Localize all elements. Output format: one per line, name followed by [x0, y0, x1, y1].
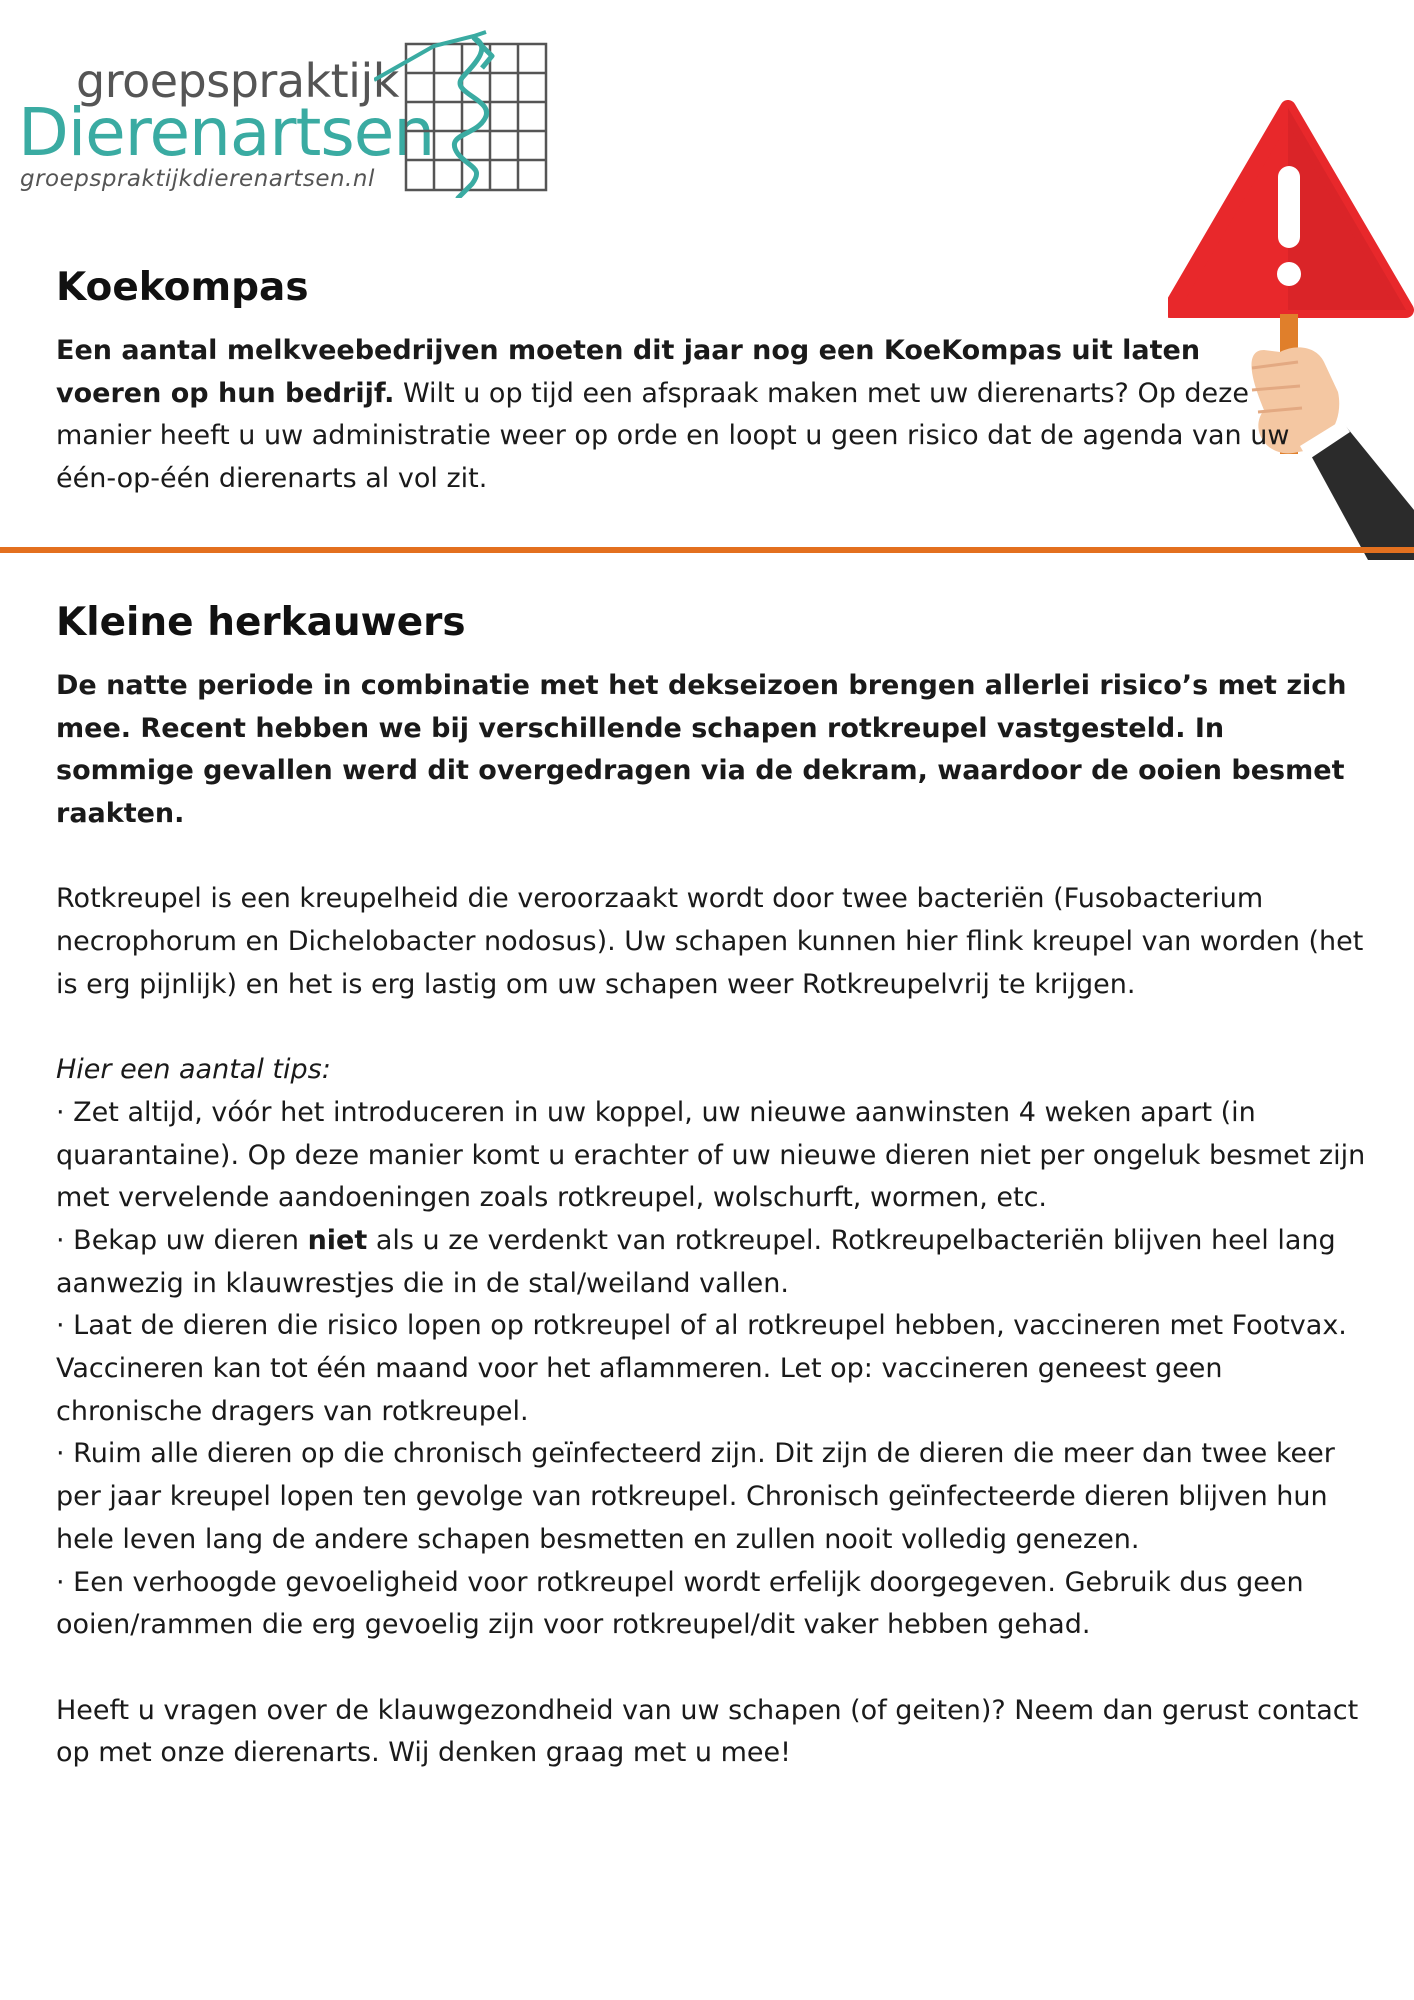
company-logo [18, 28, 538, 208]
closing-text: Heeft u vragen over de klauwgezondheid van uw schapen (of geiten)? Neem dan gerust contact op met onze dierenarts. Wij denken graag met u mee! [56, 1694, 1359, 1769]
kleine-lead: De natte periode in combinatie met het dekseizoen brengen allerlei risico’s met zich mee. Recent hebben we bij verschillende schapen rotkreupel vastgesteld. In sommige gevallen werd dit overgedragen via de dekram, waardoor de ooien besmet raakten. [56, 669, 1347, 829]
section-divider [0, 547, 1414, 553]
tip-bekap-bold: niet [307, 1224, 368, 1256]
kleine-title: Kleine herkauwers [56, 600, 466, 645]
tip-vaccineren: · Laat de dieren die risico lopen op rotkreupel of al rotkreupel hebben, vaccineren met Footvax. Vaccineren kan tot één maand voor het aflammeren. Let op: vaccineren geneest geen chronische dragers van rotkreupel. [56, 1310, 1347, 1427]
grid-snake-logo-icon [374, 28, 554, 198]
logo-url: groepspraktijkdierenartsen.nl [20, 166, 375, 192]
koekompas-intro-rest: Wilt u op tijd een afspraak maken met uw dierenarts? Op deze manier heeft u uw administratie weer op orde en loopt u geen risico dat de agenda van uw één-op-één dierenarts al vol zit. [56, 377, 1290, 494]
tip-bekap-pre: · Bekap uw dieren [56, 1224, 308, 1256]
tips-heading: Hier een aantal tips: [56, 1054, 331, 1086]
tip-bekap-post: als u ze verdenkt van rotkreupel. Rotkreupelbacteriën blijven heel lang aanwezig in klauwrestjes die in de stal/weiland vallen. [56, 1224, 1336, 1299]
tip-erfelijk: · Een verhoogde gevoeligheid voor rotkreupel wordt erfelijk doorgegeven. Gebruik dus geen ooien/rammen die erg gevoelig zijn voor rotkreupel/dit vaker hebben gehad. [56, 1566, 1304, 1641]
koekompas-intro-bold: Een aantal melkveebedrijven moeten dit jaar nog een KoeKompas uit laten voeren op hun bedrijf. [56, 334, 1201, 409]
koekompas-title: Koekompas [56, 265, 309, 310]
logo-line2: Dierenartsen [18, 94, 435, 171]
koekompas-section [56, 265, 1296, 501]
koekompas-intro [56, 330, 1296, 501]
tip-bekap [56, 1220, 1366, 1305]
kleine-herkauwers-section [56, 600, 1366, 1775]
tip-quarantine: · Zet altijd, vóór het introduceren in uw koppel, uw nieuwe aanwinsten 4 weken apart (in quarantaine). Op deze manier komt u erachter of uw nieuwe dieren niet per ongeluk besmet zijn met vervelende aandoeningen zoals rotkreupel, wolschurft, wormen, etc. [56, 1096, 1366, 1214]
kleine-para1: Rotkreupel is een kreupelheid die veroorzaakt wordt door twee bacteriën (Fusobacterium necrophorum en Dichelobacter nodosus). Uw schapen kunnen hier flink kreupel van worden (het is erg pijnlijk) en het is erg lastig om uw schapen weer Rotkreupelvrij te krijgen. [56, 883, 1364, 1000]
tip-opruimen: · Ruim alle dieren op die chronisch geïnfecteerd zijn. Dit zijn de dieren die meer dan twee keer per jaar kreupel lopen ten gevolge van rotkreupel. Chronisch geïnfecteerde dieren blijven hun hele leven lang de andere schapen besmetten en zullen nooit volledig genezen. [56, 1438, 1335, 1555]
logo-line1: groepspraktijk [76, 54, 399, 108]
